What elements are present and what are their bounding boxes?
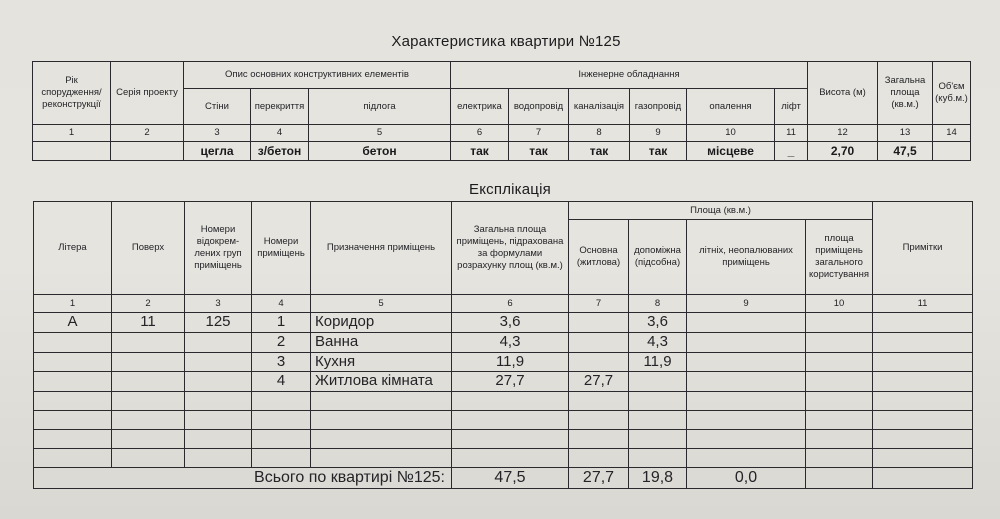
table-row xyxy=(34,313,973,333)
cell-summer xyxy=(687,332,806,352)
cell-common xyxy=(806,372,873,392)
table-row-empty xyxy=(34,449,973,468)
col-number: 2 xyxy=(112,295,185,313)
cell-litera xyxy=(34,372,112,392)
col-number: 3 xyxy=(185,295,252,313)
col-floor-header: підлога xyxy=(309,89,451,125)
value-walls: цегла xyxy=(184,142,251,161)
cell-total: 4,3 xyxy=(452,332,569,352)
col-number: 8 xyxy=(569,125,630,142)
engineering-group-header: Інженерне обладнання xyxy=(451,62,808,89)
col-series-header: Серія проекту xyxy=(111,62,184,125)
cell-group: 125 xyxy=(185,313,252,333)
value-gas: так xyxy=(630,142,687,161)
cell-litera xyxy=(34,332,112,352)
explication-title: Експлікація xyxy=(469,181,551,198)
col-purpose-header: Призначення приміщень xyxy=(311,202,452,295)
value-volume xyxy=(933,142,971,161)
col-number: 2 xyxy=(111,125,184,142)
col-walls-header: Стіни xyxy=(184,89,251,125)
col-number: 9 xyxy=(687,295,806,313)
cell-summer xyxy=(687,352,806,372)
col-number: 8 xyxy=(629,295,687,313)
col-number: 7 xyxy=(509,125,569,142)
col-gas-header: газопровід xyxy=(630,89,687,125)
cell-common xyxy=(806,352,873,372)
col-number: 10 xyxy=(687,125,775,142)
cell-room: 4 xyxy=(252,372,311,392)
cell-summer xyxy=(687,313,806,333)
table-row xyxy=(34,372,973,392)
cell-purpose: Житлова кімната xyxy=(311,372,452,392)
cell-purpose: Ванна xyxy=(311,332,452,352)
col-summer-area-header: літніх, неопалюваних приміщень xyxy=(687,220,806,295)
col-number: 13 xyxy=(878,125,933,142)
totals-aux-area: 19,8 xyxy=(629,468,687,489)
totals-summer-area: 0,0 xyxy=(687,468,806,489)
value-lift: _ xyxy=(775,142,808,161)
col-number: 5 xyxy=(309,125,451,142)
col-number: 9 xyxy=(630,125,687,142)
cell-litera xyxy=(34,352,112,372)
area-group-header: Площа (кв.м.) xyxy=(569,202,873,220)
cell-litera: А xyxy=(34,313,112,333)
col-height-header: Висота (м) xyxy=(808,62,878,125)
cell-main xyxy=(569,352,629,372)
col-number: 3 xyxy=(184,125,251,142)
cell-total: 27,7 xyxy=(452,372,569,392)
cell-summer xyxy=(687,372,806,392)
col-number: 6 xyxy=(451,125,509,142)
value-year xyxy=(33,142,111,161)
cell-main: 27,7 xyxy=(569,372,629,392)
col-overlap-header: перекриття xyxy=(251,89,309,125)
totals-row xyxy=(34,468,973,489)
cell-main xyxy=(569,332,629,352)
cell-floor xyxy=(112,372,185,392)
cell-notes xyxy=(873,352,973,372)
cell-notes xyxy=(873,372,973,392)
elements-group-header: Опис основних конструктивних елементів xyxy=(184,62,451,89)
cell-common xyxy=(806,313,873,333)
col-electricity-header: електрика xyxy=(451,89,509,125)
value-sewer: так xyxy=(569,142,630,161)
cell-aux xyxy=(629,372,687,392)
col-room-numbers-header: Номери приміщень xyxy=(252,202,311,295)
col-aux-area-header: допоміжна (підсобна) xyxy=(629,220,687,295)
cell-main xyxy=(569,313,629,333)
col-number: 1 xyxy=(33,125,111,142)
col-total-area-header: Загальна площа (кв.м.) xyxy=(878,62,933,125)
cell-notes xyxy=(873,313,973,333)
cell-room: 1 xyxy=(252,313,311,333)
cell-floor xyxy=(112,332,185,352)
totals-notes xyxy=(873,468,973,489)
cell-total: 3,6 xyxy=(452,313,569,333)
col-number: 10 xyxy=(806,295,873,313)
col-floor-header: Поверх xyxy=(112,202,185,295)
table-row-empty xyxy=(34,392,973,411)
col-heating-header: опалення xyxy=(687,89,775,125)
col-lift-header: ліфт xyxy=(775,89,808,125)
cell-total: 11,9 xyxy=(452,352,569,372)
col-volume-header: Об'єм (куб.м.) xyxy=(933,62,971,125)
apartment-title: Характеристика квартири №125 xyxy=(391,33,621,50)
cell-group xyxy=(185,352,252,372)
value-floor: бетон xyxy=(309,142,451,161)
totals-label: Всього по квартирі №125: xyxy=(34,468,452,489)
value-height: 2,70 xyxy=(808,142,878,161)
cell-room: 3 xyxy=(252,352,311,372)
cell-floor: 11 xyxy=(112,313,185,333)
cell-group xyxy=(185,372,252,392)
value-electricity: так xyxy=(451,142,509,161)
col-number: 12 xyxy=(808,125,878,142)
cell-purpose: Кухня xyxy=(311,352,452,372)
cell-aux: 11,9 xyxy=(629,352,687,372)
value-series xyxy=(111,142,184,161)
cell-group xyxy=(185,332,252,352)
cell-aux: 4,3 xyxy=(629,332,687,352)
col-group-numbers-header: Номери відокрем- лених груп приміщень xyxy=(185,202,252,295)
table-row xyxy=(34,352,973,372)
cell-room: 2 xyxy=(252,332,311,352)
col-number: 1 xyxy=(34,295,112,313)
apartment-characteristics-table xyxy=(32,61,971,161)
col-year-header: Рік спорудження/ реконструкції xyxy=(33,62,111,125)
col-common-area-header: площа приміщень загального користування xyxy=(806,220,873,295)
value-overlap: з/бетон xyxy=(251,142,309,161)
col-litera-header: Літера xyxy=(34,202,112,295)
col-sewer-header: каналізація xyxy=(569,89,630,125)
col-number: 4 xyxy=(251,125,309,142)
col-number: 5 xyxy=(311,295,452,313)
col-number: 7 xyxy=(569,295,629,313)
col-total-area-header: Загальна площа приміщень, підрахована за формулами розрахунку площ (кв.м.) xyxy=(452,202,569,295)
value-heating: місцеве xyxy=(687,142,775,161)
cell-notes xyxy=(873,332,973,352)
value-water: так xyxy=(509,142,569,161)
cell-common xyxy=(806,332,873,352)
explication-table xyxy=(33,201,973,489)
col-number: 11 xyxy=(873,295,973,313)
table-row xyxy=(34,332,973,352)
totals-total-area: 47,5 xyxy=(452,468,569,489)
col-notes-header: Примітки xyxy=(873,202,973,295)
col-number: 6 xyxy=(452,295,569,313)
cell-floor xyxy=(112,352,185,372)
col-main-area-header: Основна (житлова) xyxy=(569,220,629,295)
col-number: 4 xyxy=(252,295,311,313)
cell-purpose: Коридор xyxy=(311,313,452,333)
totals-common-area xyxy=(806,468,873,489)
totals-main-area: 27,7 xyxy=(569,468,629,489)
col-number: 14 xyxy=(933,125,971,142)
cell-aux: 3,6 xyxy=(629,313,687,333)
col-number: 11 xyxy=(775,125,808,142)
value-total-area: 47,5 xyxy=(878,142,933,161)
table-row-empty xyxy=(34,411,973,430)
col-water-header: водопровід xyxy=(509,89,569,125)
table-row-empty xyxy=(34,430,973,449)
